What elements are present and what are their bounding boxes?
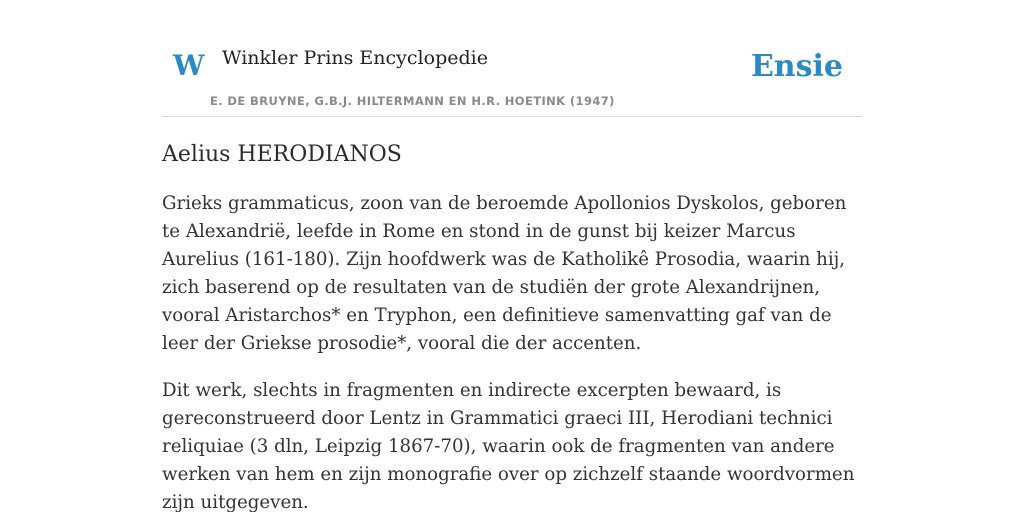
article-paragraph: Grieks grammaticus, zoon van de beroemde Apollonios Dyskolos, geboren te Alexandrië, leefde in Rome en stond in de gunst bij keizer Marcus Aurelius (161-180). Zijn hoofdwerk was de Katholikê Prosodia, waarin hij, zich baserend op de resultaten van de studiën der grote Alexandrijnen, vooral Aristarchos* en Tryphon, een definitieve samenvatting gaf van de leer der Griekse prosodie*, vooral die der accenten.	[162, 193, 847, 354]
article-title: Aelius HERODIANOS	[162, 142, 402, 167]
encyclopedia-authors: E. DE BRUYNE, G.B.J. HILTERMANN EN H.R. HOETINK (1947)	[210, 94, 615, 108]
header	[162, 0, 862, 117]
article	[162, 140, 862, 512]
ensie-brand-logo[interactable]: Ensie	[750, 49, 843, 84]
article-paragraph: Dit werk, slechts in fragmenten en indirecte excerpten bewaard, is gereconstrueerd door Lentz in Grammatici graeci III, Herodiani technici reliquiae (3 dln, Leipzig 1867-70), waarin ook de fragmenten van andere werken van hem en zijn monografie over op zichzelf staande woordvormen zijn uitgegeven.	[162, 380, 855, 512]
encyclopedia-title[interactable]: Winkler Prins Encyclopedie	[222, 47, 488, 69]
encyclopedia-logo[interactable]: W	[173, 49, 205, 82]
